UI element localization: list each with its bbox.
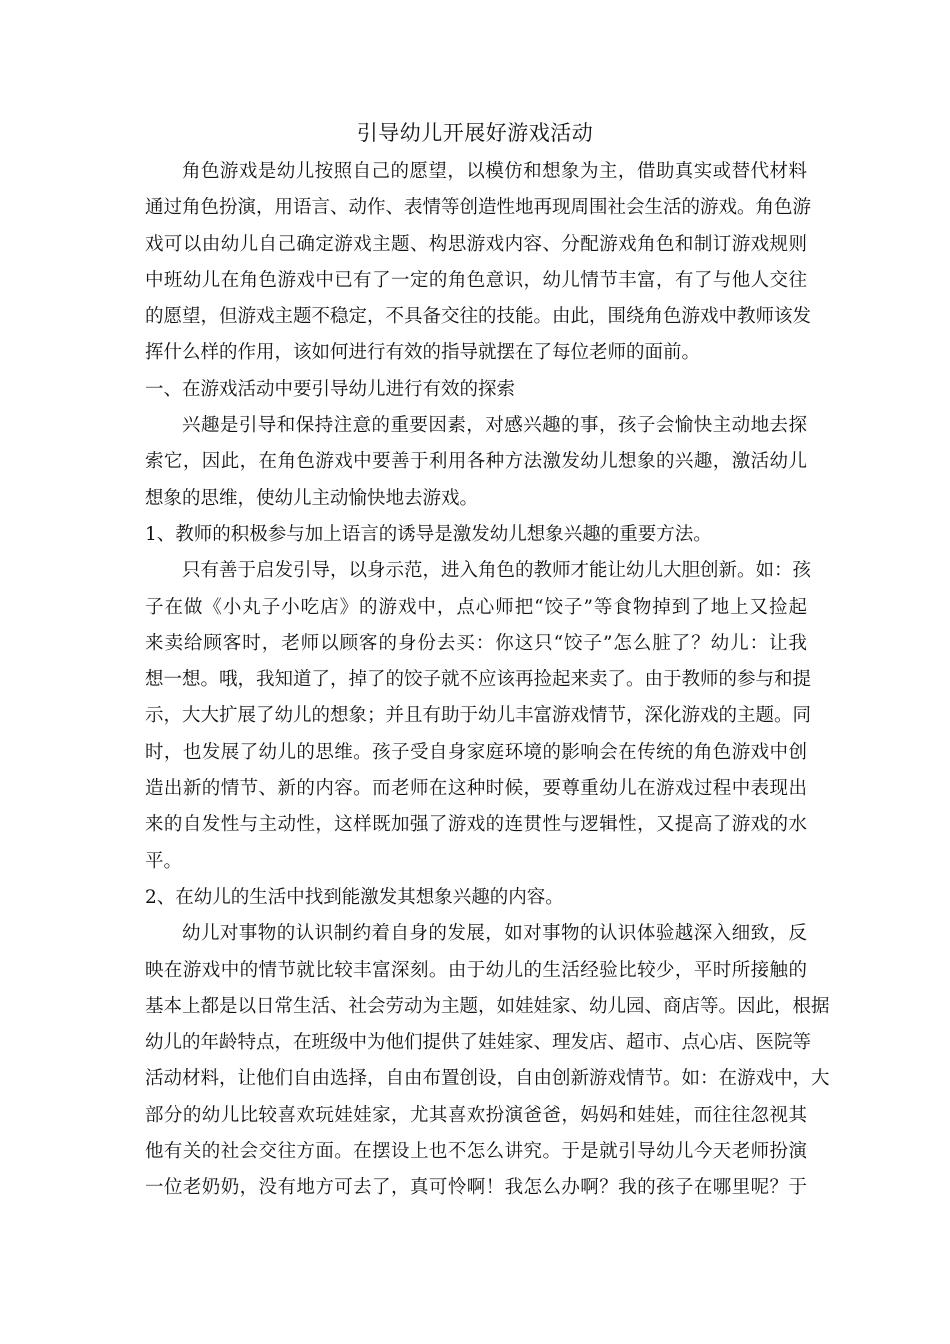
paragraph-line: 子在做《小丸子小吃店》的游戏中，点心师把“饺子”等食物掉到了地上又捡起 [145, 596, 807, 618]
paragraph-line: 索它，因此，在角色游戏中要善于利用各种方法激发幼儿想象的兴趣，激活幼儿 [145, 451, 807, 473]
paragraph-line: 来卖给顾客时，老师以顾客的身份去买：你这只“饺子”怎么脏了？幼儿：让我 [145, 632, 807, 654]
subsection-heading: 1、教师的积极参与加上语言的诱导是激发幼儿想象兴趣的重要方法。 [145, 523, 712, 545]
document-body [145, 154, 830, 1207]
paragraph-line: 只有善于启发引导，以身示范，进入角色的教师才能让幼儿大胆创新。如：孩 [182, 560, 812, 582]
paragraph-line: 示，大大扩展了幼儿的想象；并且有助于幼儿丰富游戏情节，深化游戏的主题。同 [145, 705, 812, 727]
paragraph-line: 时，也发展了幼儿的思维。孩子受自身家庭环境的影响会在传统的角色游戏中创 [145, 741, 807, 763]
paragraph-line: 戏可以由幼儿自己确定游戏主题、构思游戏内容、分配游戏角色和制订游戏规则 [145, 233, 807, 255]
paragraph-line: 部分的幼儿比较喜欢玩娃娃家，尤其喜欢扮演爸爸，妈妈和娃娃，而往往忽视其 [145, 1104, 807, 1126]
paragraph-line: 通过角色扮演，用语言、动作、表情等创造性地再现周围社会生活的游戏。角色游 [145, 197, 812, 219]
subsection-heading: 2、在幼儿的生活中找到能激发其想象兴趣的内容。 [145, 886, 564, 908]
paragraph-line: 一位老奶奶，没有地方可去了，真可怜啊！我怎么办啊？我的孩子在哪里呢？于 [145, 1177, 807, 1199]
section-heading: 一、在游戏活动中要引导幼儿进行有效的探索 [145, 378, 516, 400]
paragraph-line: 挥什么样的作用，该如何进行有效的指导就摆在了每位老师的面前。 [145, 342, 701, 364]
paragraph-line: 映在游戏中的情节就比较丰富深刻。由于幼儿的生活经验比较少，平时所接触的 [145, 959, 807, 981]
paragraph-line: 中班幼儿在角色游戏中已有了一定的角色意识，幼儿情节丰富，有了与他人交往 [145, 269, 807, 291]
paragraph-line: 想象的思维，使幼儿主动愉快地去游戏。 [145, 487, 479, 509]
paragraph-line: 平。 [145, 850, 183, 872]
paragraph-line: 的愿望，但游戏主题不稳定，不具备交往的技能。由此，围绕角色游戏中教师该发 [145, 306, 812, 328]
paragraph-line: 幼儿的年龄特点，在班级中为他们提供了娃娃家、理发店、超市、点心店、医院等 [145, 1032, 812, 1054]
paragraph-line: 他有关的社会交往方面。在摆设上也不怎么讲究。于是就引导幼儿今天老师扮演 [145, 1141, 807, 1163]
paragraph-line: 角色游戏是幼儿按照自己的愿望，以模仿和想象为主，借助真实或替代材料 [182, 161, 807, 182]
paragraph-line: 造出新的情节、新的内容。而老师在这种时候，要尊重幼儿在游戏过程中表现出 [145, 778, 807, 800]
paragraph-line: 兴趣是引导和保持注意的重要因素，对感兴趣的事，孩子会愉快主动地去探 [182, 415, 807, 437]
paragraph-line: 基本上都是以日常生活、社会劳动为主题，如娃娃家、幼儿园、商店等。因此，根据 [145, 995, 830, 1017]
paragraph-line: 想一想。哦，我知道了，掉了的饺子就不应该再捡起来卖了。由于教师的参与和提 [145, 669, 812, 691]
paragraph-line: 来的自发性与主动性，这样既加强了游戏的连贯性与逻辑性，又提高了游戏的水 [145, 814, 807, 836]
paragraph-line: 幼儿对事物的认识制约着自身的发展，如对事物的认识体验越深入细致，反 [182, 923, 807, 945]
document-title: 引导幼儿开展好游戏活动 [356, 121, 594, 145]
paragraph-line: 活动材料，让他们自由选择，自由布置创设，自由创新游戏情节。如：在游戏中，大 [145, 1068, 830, 1090]
